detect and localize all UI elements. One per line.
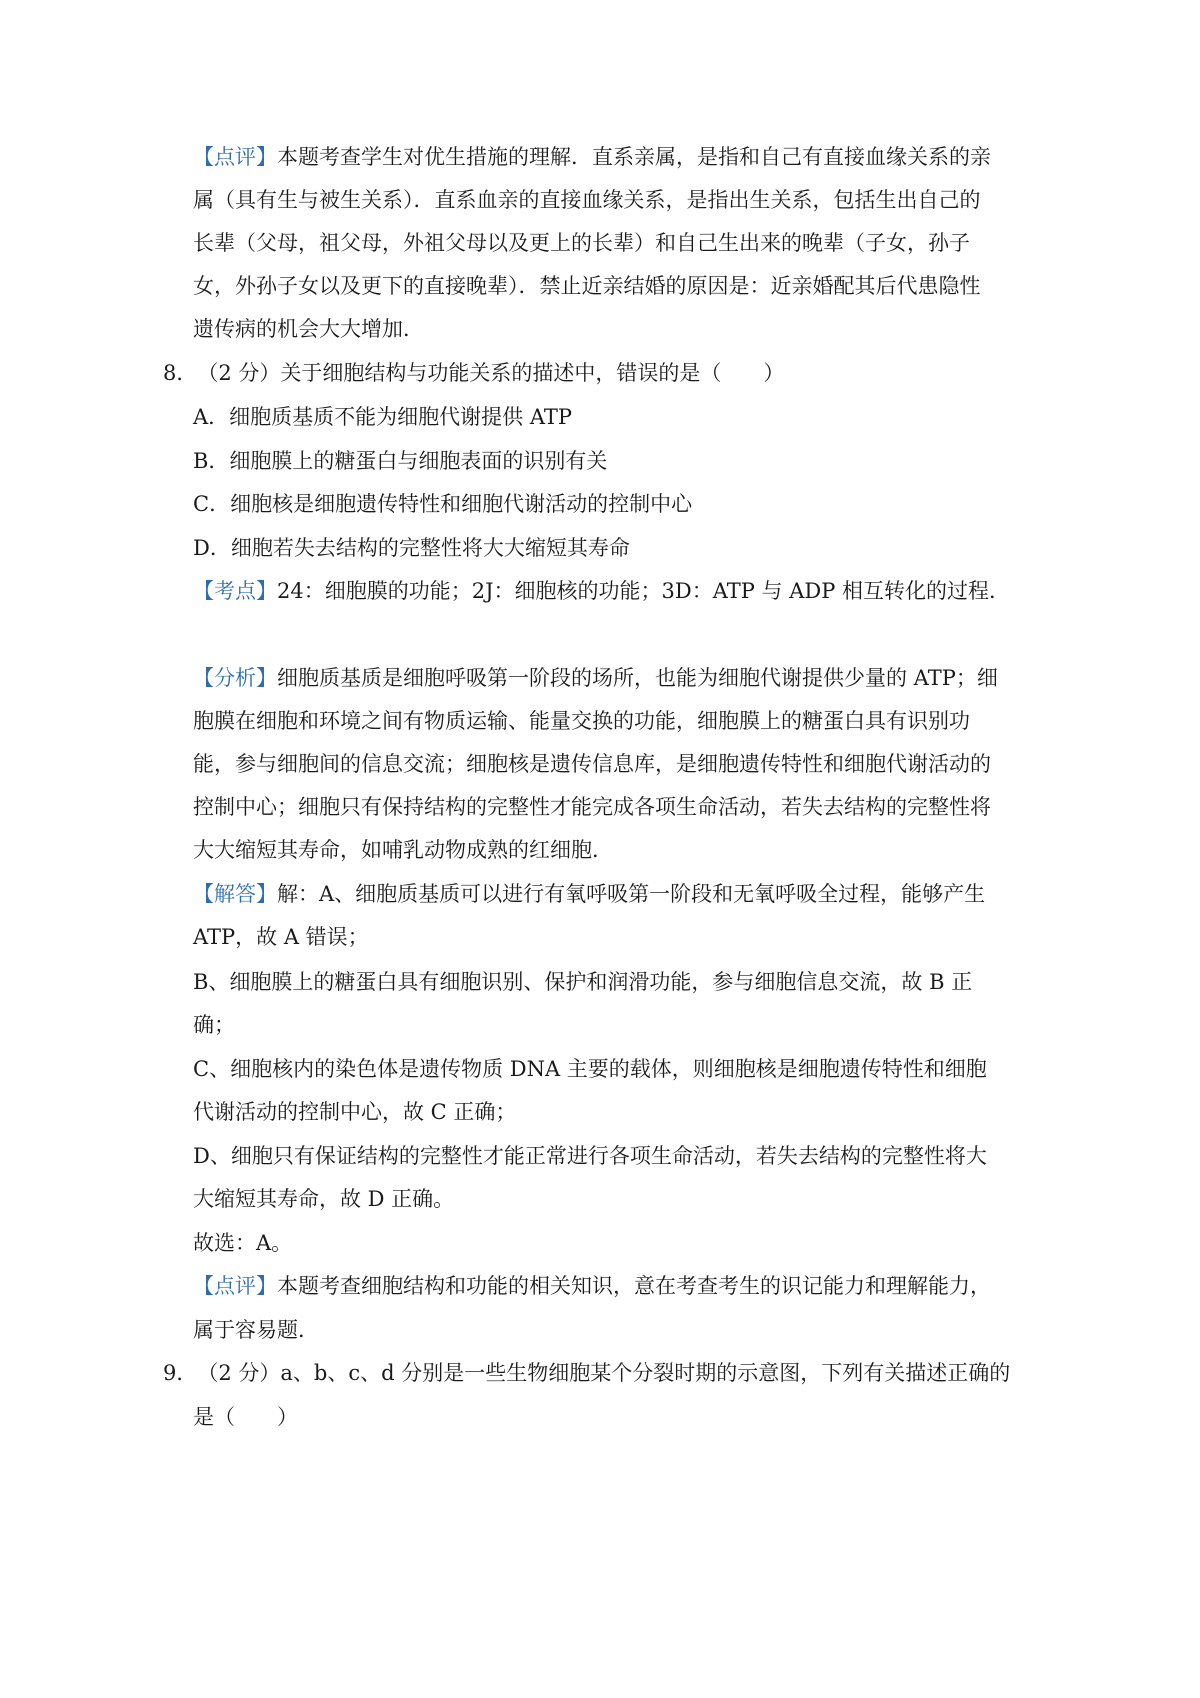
jieda-line-3: B、细胞膜上的糖蛋白具有细胞识别、保护和润滑功能，参与细胞信息交流，故 B 正 [193, 970, 973, 994]
jieda-line-8: 大缩短其寿命，故 D 正确。 [193, 1187, 455, 1211]
fenxi-line-1: 【分析】细胞质基质是细胞呼吸第一阶段的场所，也能为细胞代谢提供少量的 ATP；细 [193, 666, 998, 690]
option-b: B．细胞膜上的糖蛋白与细胞表面的识别有关 [193, 449, 608, 473]
prev-comment-line-5: 遗传病的机会大大增加． [193, 317, 424, 341]
kaodian-tag: 【考点】 [193, 579, 277, 603]
jieda-line-2: ATP，故 A 错误； [193, 925, 369, 949]
fenxi-tag: 【分析】 [193, 666, 277, 690]
prev-comment-line-4: 女，外孙子女以及更下的直接晚辈）．禁止近亲结婚的原因是：近亲婚配其后代患隐性 [193, 274, 981, 298]
dianping-line-2: 属于容易题． [193, 1318, 319, 1342]
option-c: C．细胞核是细胞遗传特性和细胞代谢活动的控制中心 [193, 492, 693, 516]
jieda-line-4: 确； [193, 1013, 235, 1037]
prev-comment-line-1: 【点评】本题考查学生对优生措施的理解．直系亲属，是指和自己有直接血缘关系的亲 [193, 145, 991, 169]
jieda-tag: 【解答】 [193, 882, 277, 906]
prev-comment-line-2: 属（具有生与被生关系）．直系血亲的直接血缘关系，是指出生关系，包括生出自己的 [193, 188, 981, 212]
question-number: 8． [163, 361, 198, 385]
jieda-line-6: 代谢活动的控制中心，故 C 正确； [193, 1100, 517, 1124]
jieda-line-7: D、细胞只有保证结构的完整性才能正常进行各项生命活动，若失去结构的完整性将大 [193, 1144, 987, 1168]
fenxi-line-2: 胞膜在细胞和环境之间有物质运输、能量交换的功能，细胞膜上的糖蛋白具有识别功 [193, 709, 970, 733]
option-d: D．细胞若失去结构的完整性将大大缩短其寿命 [193, 536, 630, 560]
jieda-line-5: C、细胞核内的染色体是遗传物质 DNA 主要的载体，则细胞核是细胞遗传特性和细胞 [193, 1057, 987, 1081]
prev-comment-line-3: 长辈（父母，祖父母，外祖父母以及更上的长辈）和自己生出来的晚辈（子女，孙子 [193, 231, 970, 255]
fenxi-line-4: 控制中心；细胞只有保持结构的完整性才能完成各项生命活动，若失去结构的完整性将 [193, 795, 991, 819]
fenxi-line-3: 能，参与细胞间的信息交流；细胞核是遗传信息库，是细胞遗传特性和细胞代谢活动的 [193, 752, 991, 776]
question-9-stem-line-1: 9．（2 分）a、b、c、d 分别是一些生物细胞某个分裂时期的示意图，下列有关描述正确的 [163, 1358, 1010, 1388]
question-8-stem: 8．（2 分）关于细胞结构与功能关系的描述中，错误的是（ ） [163, 358, 784, 388]
question-number: 9． [163, 1361, 198, 1385]
kaodian-line: 【考点】24：细胞膜的功能；2J：细胞核的功能；3D：ATP 与 ADP 相互转化的过程． [193, 579, 1011, 603]
jieda-line-9: 故选：A。 [193, 1231, 293, 1255]
option-a: A．细胞质基质不能为细胞代谢提供 ATP [193, 405, 572, 429]
fenxi-line-5: 大大缩短其寿命，如哺乳动物成熟的红细胞． [193, 838, 613, 862]
dianping-tag: 【点评】 [193, 1274, 277, 1298]
question-9-stem-line-2: 是（ ） [193, 1405, 298, 1429]
dianping-line-1: 【点评】本题考查细胞结构和功能的相关知识，意在考查考生的识记能力和理解能力， [193, 1274, 991, 1298]
jieda-line-1: 【解答】解：A、细胞质基质可以进行有氧呼吸第一阶段和无氧呼吸全过程，能够产生 [193, 882, 986, 906]
comment-tag: 【点评】 [193, 145, 277, 169]
